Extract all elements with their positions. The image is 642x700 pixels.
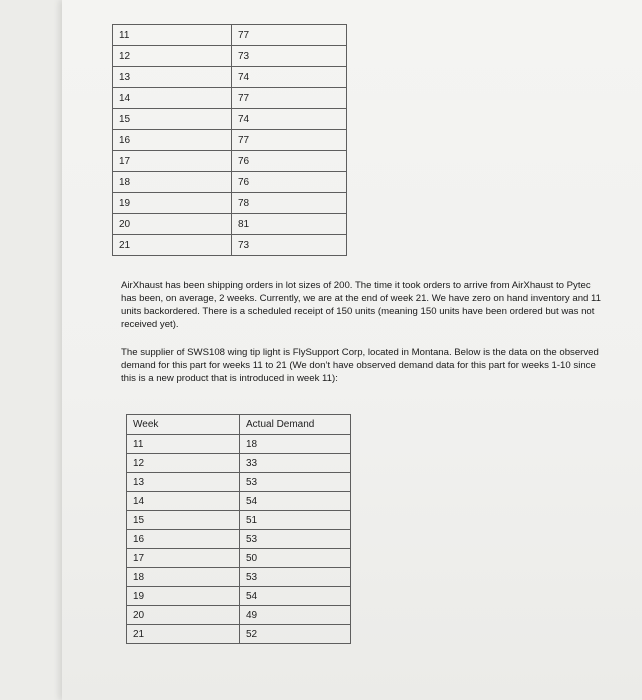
table-row — [113, 88, 347, 109]
week-cell: 11 — [127, 435, 240, 454]
demand-cell: 77 — [232, 88, 347, 109]
week-cell: 14 — [127, 492, 240, 511]
week-cell: 18 — [127, 568, 240, 587]
table-row — [113, 151, 347, 172]
table-row — [127, 454, 351, 473]
week-cell: 19 — [113, 193, 232, 214]
demand-cell: 77 — [232, 130, 347, 151]
airxhaust-demand-table — [112, 24, 347, 256]
week-cell: 17 — [113, 151, 232, 172]
actual-demand-table — [126, 414, 351, 644]
demand-cell: 18 — [240, 435, 351, 454]
week-cell: 17 — [127, 549, 240, 568]
demand-cell: 51 — [240, 511, 351, 530]
table-row — [127, 587, 351, 606]
week-cell: 19 — [127, 587, 240, 606]
week-cell: 16 — [127, 530, 240, 549]
table-row — [127, 530, 351, 549]
demand-cell: 76 — [232, 172, 347, 193]
week-cell: 18 — [113, 172, 232, 193]
week-cell: 21 — [113, 235, 232, 256]
demand-cell: 54 — [240, 587, 351, 606]
table-row — [127, 549, 351, 568]
lot-size-paragraph: AirXhaust has been shipping orders in lot sizes of 200. The time it took orders to arrive from AirXhaust to Pytec has been, on average, 2 weeks. Currently, we are at the end of week 21. We have zero on hand inventory and 11 units backordered. There is a scheduled receipt of 150 units (meaning 150 units have been ordered but was not received yet). — [121, 280, 601, 330]
table-row — [113, 235, 347, 256]
week-cell: 15 — [127, 511, 240, 530]
table-row — [113, 109, 347, 130]
demand-cell: 52 — [240, 625, 351, 644]
table-row — [127, 606, 351, 625]
table-row — [127, 473, 351, 492]
table-row — [113, 214, 347, 235]
table-row — [127, 568, 351, 587]
demand-cell: 53 — [240, 568, 351, 587]
week-header: Week — [127, 415, 240, 435]
demand-cell: 49 — [240, 606, 351, 625]
demand-cell: 81 — [232, 214, 347, 235]
week-cell: 11 — [113, 25, 232, 46]
week-cell: 12 — [113, 46, 232, 67]
table-row — [113, 130, 347, 151]
table-row — [127, 511, 351, 530]
week-cell: 20 — [127, 606, 240, 625]
table-row — [127, 435, 351, 454]
week-cell: 21 — [127, 625, 240, 644]
demand-cell: 78 — [232, 193, 347, 214]
demand-cell: 76 — [232, 151, 347, 172]
week-cell: 13 — [113, 67, 232, 88]
supplier-paragraph: The supplier of SWS108 wing tip light is FlySupport Corp, located in Montana. Below is the data on the observed demand for this part for weeks 11 to 21 (We don’t have observed demand data for this part for weeks 1-10 since this is a new product that is introduced in week 11): — [121, 347, 599, 384]
week-cell: 16 — [113, 130, 232, 151]
table-header-row — [127, 415, 351, 435]
week-cell: 13 — [127, 473, 240, 492]
demand-cell: 53 — [240, 473, 351, 492]
week-cell: 15 — [113, 109, 232, 130]
week-cell: 20 — [113, 214, 232, 235]
demand-cell: 33 — [240, 454, 351, 473]
table-row — [113, 193, 347, 214]
demand-cell: 74 — [232, 67, 347, 88]
table-row — [113, 25, 347, 46]
table-row — [113, 172, 347, 193]
demand-cell: 74 — [232, 109, 347, 130]
table-row — [113, 46, 347, 67]
actual-demand-header: Actual Demand — [240, 415, 351, 435]
table-row — [127, 625, 351, 644]
week-cell: 12 — [127, 454, 240, 473]
demand-cell: 73 — [232, 235, 347, 256]
table-row — [113, 67, 347, 88]
table-row — [127, 492, 351, 511]
demand-cell: 73 — [232, 46, 347, 67]
week-cell: 14 — [113, 88, 232, 109]
demand-cell: 50 — [240, 549, 351, 568]
demand-cell: 53 — [240, 530, 351, 549]
demand-cell: 77 — [232, 25, 347, 46]
demand-cell: 54 — [240, 492, 351, 511]
